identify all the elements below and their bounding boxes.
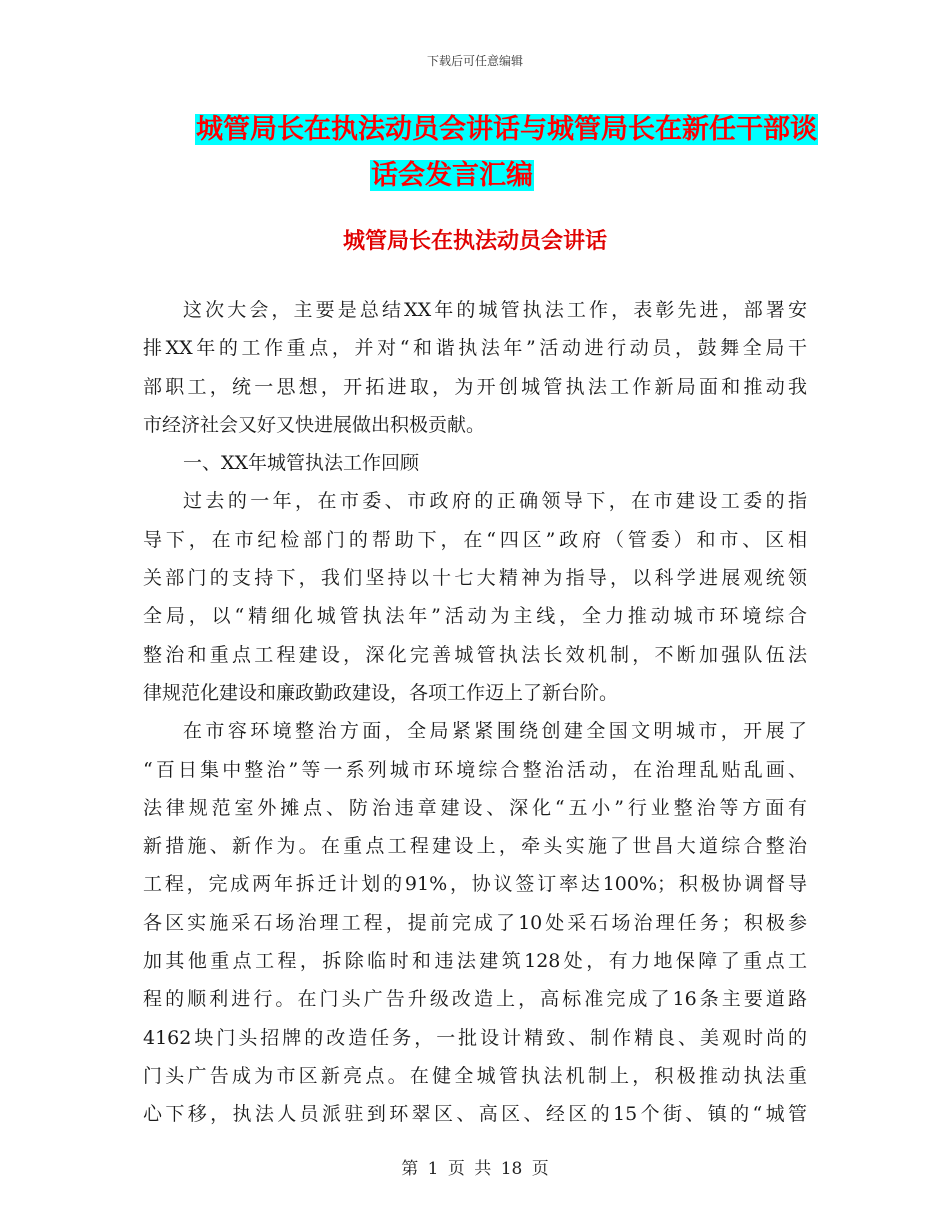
section-heading: 一、XX年城管执法工作回顾 [183, 452, 420, 475]
text-line: 法律规范室外摊点、防治违章建设、深化“五小”行业整治等方面有 [143, 796, 807, 819]
document-title-line-1 [195, 114, 817, 146]
text-line: 全局，以“精细化城管执法年”活动为主线，全力推动城市环境综合 [143, 605, 807, 628]
text-line: 律规范化建设和廉政勤政建设，各项工作迈上了新台阶。 [143, 681, 619, 704]
text-line: 在市容环境整治方面，全局紧紧围绕创建全国文明城市，开展了 [183, 720, 807, 743]
text-line: 整治和重点工程建设，深化完善城管执法长效机制，不断加强队伍法 [143, 643, 807, 666]
text-line: 加其他重点工程，拆除临时和违法建筑128处，有力地保障了重点工 [143, 950, 807, 973]
text-line: 导下，在市纪检部门的帮助下，在“四区”政府（管委）和市、区相 [143, 528, 807, 551]
text-line: 市经济社会又好又快进展做出积极贡献。 [143, 413, 486, 436]
text-line: 4162块门头招牌的改造任务，一批设计精致、制作精良、美观时尚的 [143, 1026, 807, 1049]
text-line: 门头广告成为市区新亮点。在健全城管执法机制上，积极推动执法重 [143, 1064, 807, 1087]
text-line: 这次大会，主要是总结XX年的城管执法工作，表彰先进，部署安 [183, 299, 807, 321]
header-note: 下载后可任意编辑 [426, 54, 523, 68]
text-line: “百日集中整治”等一系列城市环境综合整治活动，在治理乱贴乱画、 [143, 758, 807, 781]
text-line: 新措施、新作为。在重点工程建设上，牵头实施了世昌大道综合整治 [143, 835, 807, 858]
section-title: 城管局长在执法动员会讲话 [342, 229, 607, 254]
body-text [143, 291, 807, 1134]
title-highlight-2: 话会发言汇编 [371, 160, 533, 191]
text-line: 部职工，统一思想，开拓进取，为开创城管执法工作新局面和推动我 [143, 375, 807, 398]
text-line: 工程，完成两年拆迁计划的91%，协议签订率达100%；积极协调督导 [143, 873, 807, 896]
text-line: 排XX年的工作重点，并对“和谐执法年”活动进行动员，鼓舞全局干 [143, 337, 807, 360]
text-line: 关部门的支持下，我们坚持以十七大精神为指导，以科学进展观统领 [143, 567, 807, 590]
text-line: 心下移，执法人员派驻到环翠区、高区、经区的15个街、镇的“城管 [143, 1103, 807, 1126]
text-line: 过去的一年，在市委、市政府的正确领导下，在市建设工委的指 [183, 490, 807, 513]
text-line: 各区实施采石场治理工程，提前完成了10处采石场治理任务；积极参 [143, 911, 807, 934]
document-title-line-2 [370, 160, 950, 192]
title-highlight-1: 城管局长在执法动员会讲话与城管局长在新任干部谈 [196, 114, 817, 145]
text-line: 程的顺利进行。在门头广告升级改造上，高标准完成了16条主要道路 [143, 988, 807, 1011]
page-number-footer: 第 1 页 共 18 页 [401, 1159, 549, 1179]
